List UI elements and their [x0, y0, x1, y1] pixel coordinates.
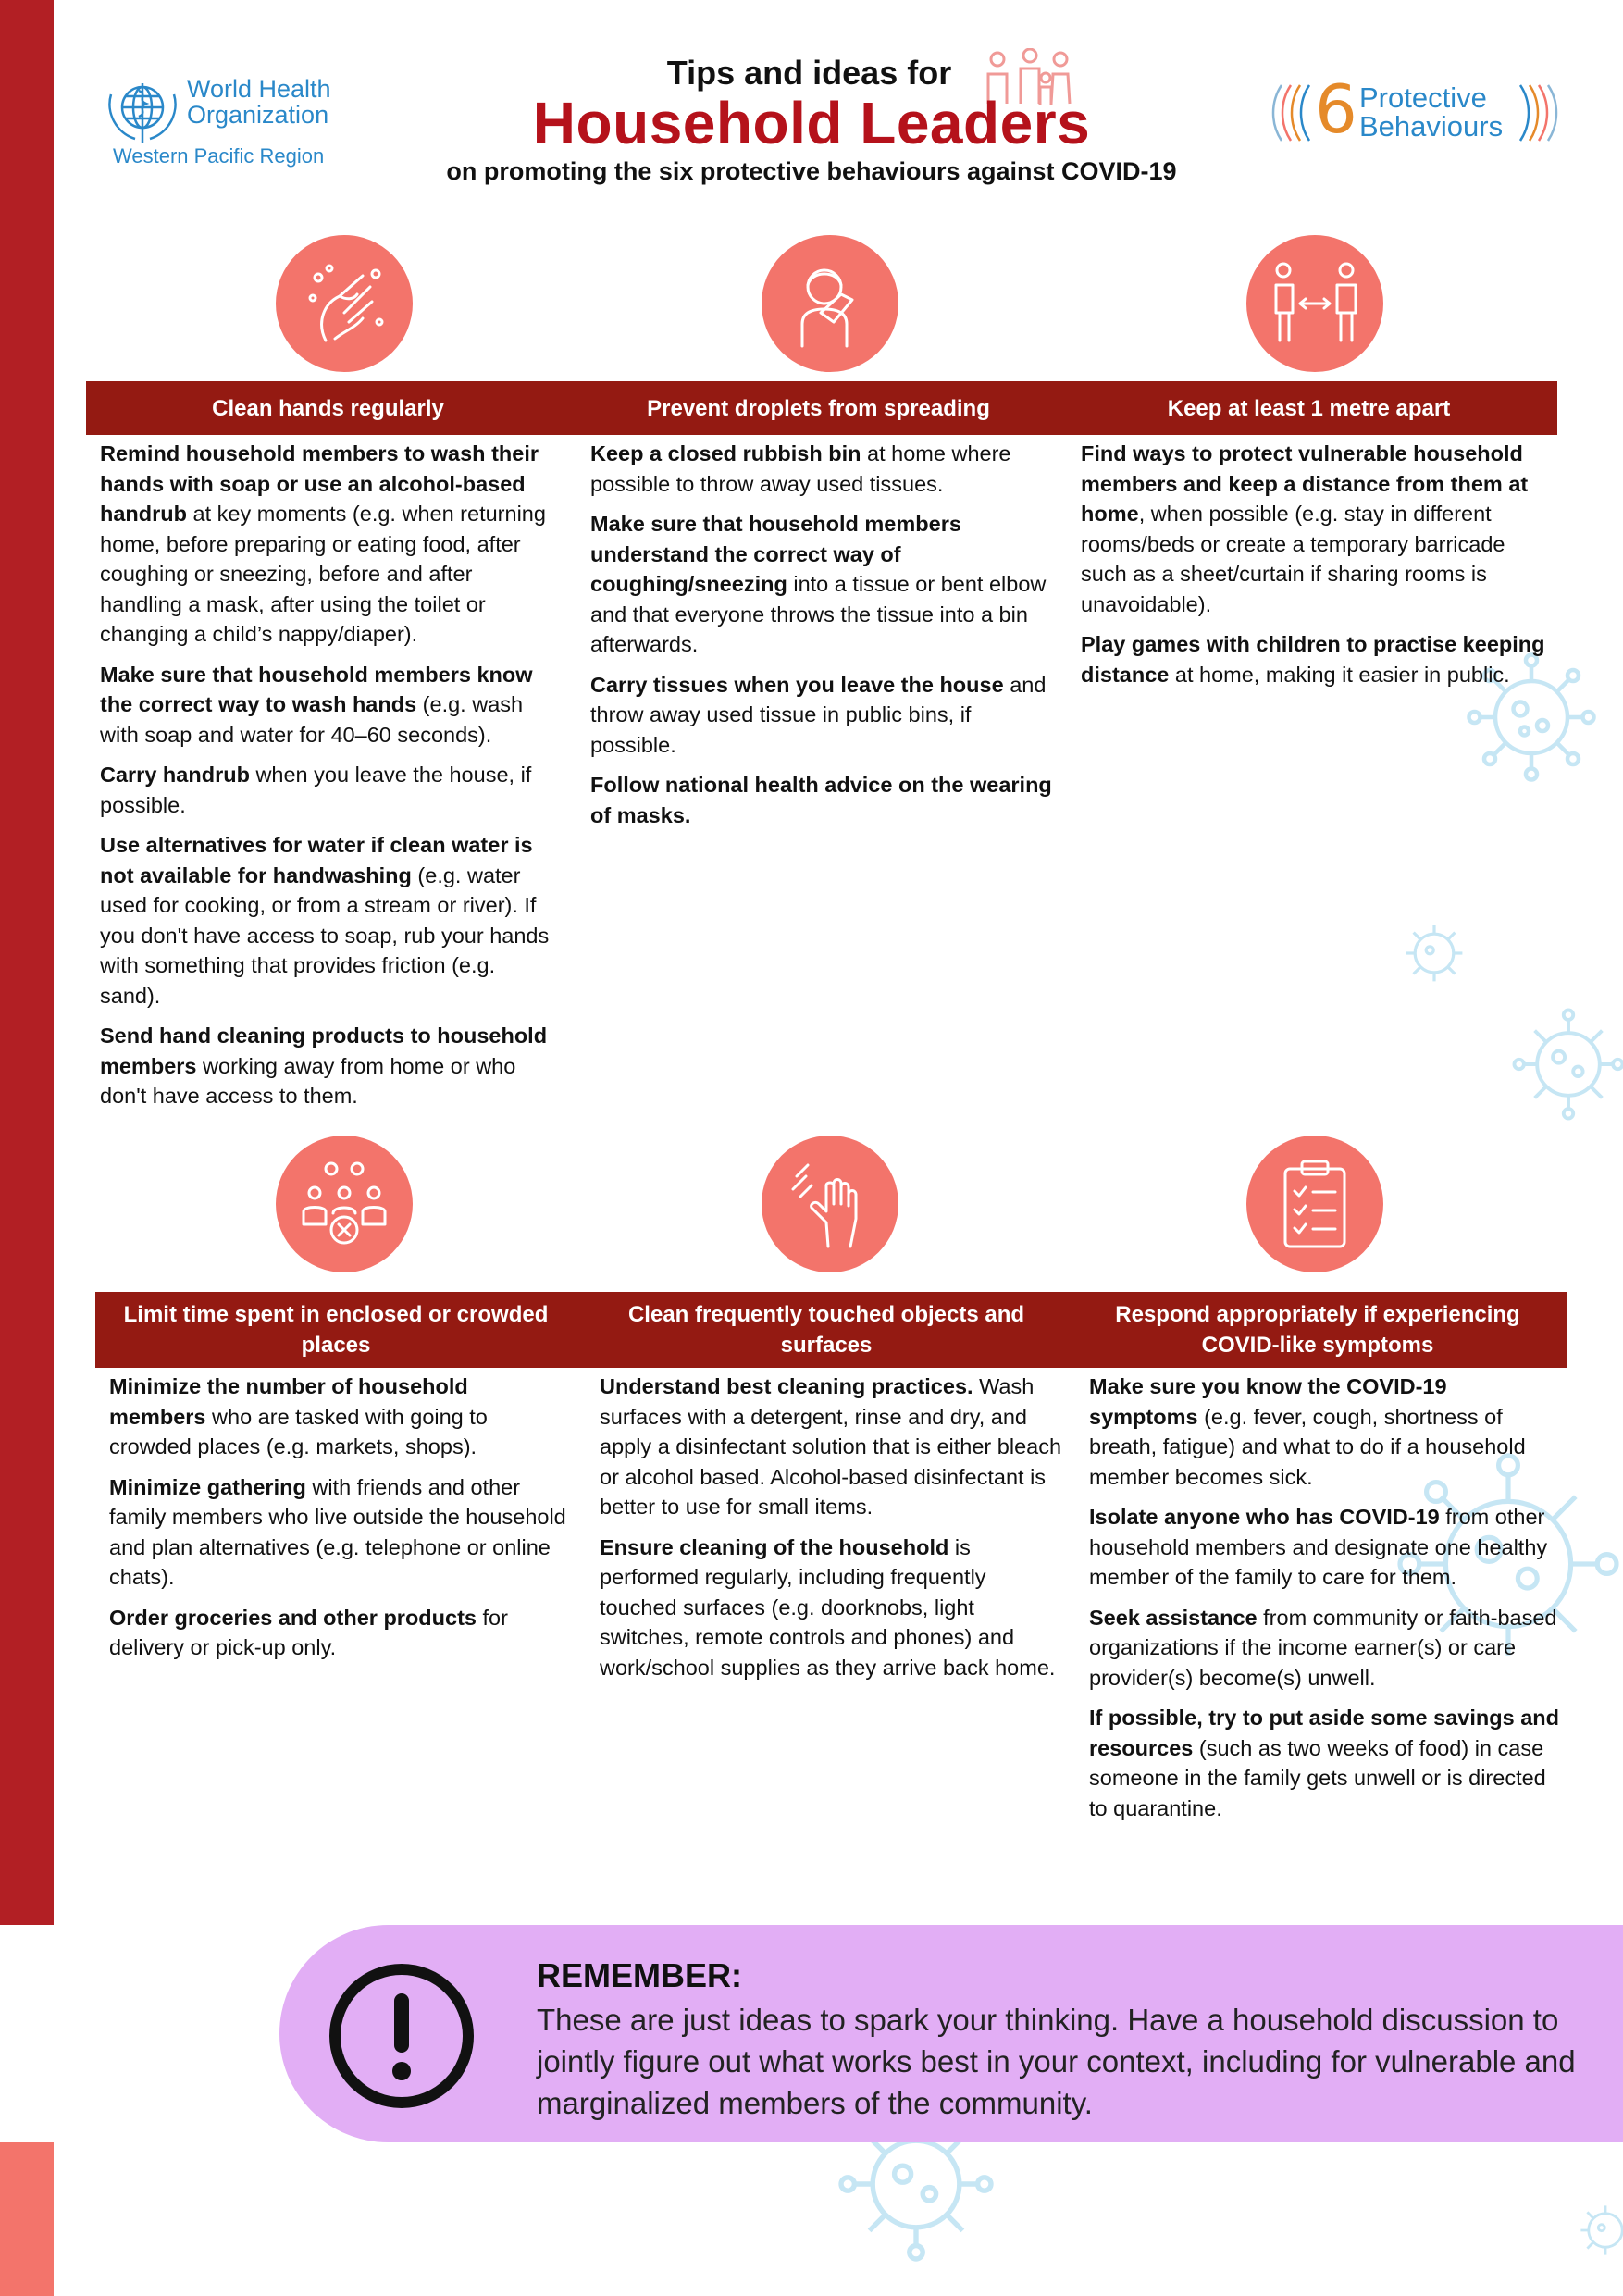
- section-5-paragraph: Ensure cleaning of the household is performed regularly, including frequently touched surfaces (e.g. doorknobs, light switches, remote controls and phones) and work/school supplies as they arrive back home.: [600, 1534, 1056, 1680]
- who-region: Western Pacific Region: [113, 144, 325, 168]
- protective-behaviours-logo: [1263, 70, 1578, 150]
- section-1-icon-circle: [276, 235, 413, 372]
- distance-icon: [1269, 257, 1361, 350]
- who-name-line2: Organization: [187, 101, 329, 129]
- cleaning-icon: [784, 1158, 876, 1250]
- section-2-paragraph: Make sure that household members understand the correct way of coughing/sneezing into a tissue or bent elbow and that everyone throws the tissue into a bin afterwards.: [590, 512, 1047, 656]
- remember-text: These are just ideas to spark your thinking. Have a household discussion to jointly figure out what works best in your context, including for vulnerable and marginalized members of the community.: [537, 2003, 1576, 2120]
- bottom-row-header-bar: [95, 1292, 1567, 1368]
- top-row-header-bar: [86, 381, 1557, 435]
- section-6-paragraph: Isolate anyone who has COVID-19 from other household members and designate one healthy member of the family to care for them.: [1089, 1505, 1548, 1589]
- section-4-heading: Limit time spent in enclosed or crowded places: [123, 1302, 549, 1358]
- protective-behaviours-number: 6: [1315, 70, 1357, 148]
- left-side-bar: [0, 0, 54, 1925]
- section-6-paragraph: If possible, try to put aside some savings and resources (such as two weeks of food) in case someone in the family gets unwell or is directed to quarantine.: [1089, 1706, 1559, 1820]
- protective-behaviours-text: [1359, 83, 1503, 141]
- section-6-paragraph: Make sure you know the COVID-19 symptoms (e.g. fever, cough, shortness of breath, fatigue) and what to do if a household member becomes sick.: [1089, 1374, 1526, 1489]
- section-1-paragraph: Make sure that household members know the correct way to wash hands (e.g. wash with soap and water for 40–60 seconds).: [100, 662, 533, 747]
- section-1-paragraph: Carry handrub when you leave the house, if possible.: [100, 763, 532, 817]
- crowd-icon: [298, 1158, 390, 1250]
- section-1-content: [100, 439, 558, 1122]
- title-small: Tips and ideas for: [666, 54, 952, 92]
- section-3-paragraph: Play games with children to practise keeping distance at home, making it easier in public.: [1081, 632, 1545, 687]
- section-4-icon-circle: [276, 1136, 413, 1272]
- protective-behaviours-line2: Behaviours: [1359, 110, 1504, 143]
- section-6-icon-circle: [1246, 1136, 1383, 1272]
- who-name-line1: World Health: [187, 75, 331, 103]
- sneeze-elbow-icon: [784, 257, 876, 350]
- section-5-paragraph: Understand best cleaning practices. Wash surfaces with a detergent, rinse and dry, and apply a disinfectant solution that is either bleach or alcohol based. Alcohol-based disinfectant is better to use for small items.: [600, 1374, 1062, 1519]
- section-3-content: [1081, 439, 1553, 700]
- section-5-content: [600, 1371, 1062, 1693]
- remember-title: REMEMBER:: [537, 1956, 742, 1994]
- section-3-heading: Keep at least 1 metre apart: [1167, 395, 1451, 421]
- section-2-icon-circle: [762, 235, 898, 372]
- handwash-icon: [298, 257, 390, 350]
- section-3-paragraph: Find ways to protect vulnerable household members and keep a distance from them at home, when possible (e.g. stay in different rooms/beds or create a temporary barricade such as a sheet/curtain if sharing rooms is unavoidable).: [1081, 441, 1529, 616]
- section-4-paragraph: Minimize gathering with friends and other family members who live outside the household and plan alternatives (e.g. telephone or online chats).: [109, 1474, 566, 1589]
- section-2-paragraph: Follow national health advice on the wearing of masks.: [590, 773, 1052, 827]
- section-5-icon-circle: [762, 1136, 898, 1272]
- protective-behaviours-line1: Protective: [1359, 81, 1487, 114]
- section-1-paragraph: Send hand cleaning products to household members working away from home or who don't have access to them.: [100, 1024, 548, 1108]
- section-1-heading: Clean hands regularly: [212, 395, 444, 421]
- section-2-content: [590, 439, 1053, 840]
- section-2-paragraph: Carry tissues when you leave the house and throw away used tissue in public bins, if possible.: [590, 672, 1047, 757]
- section-3-icon-circle: [1246, 235, 1383, 372]
- section-5-heading: Clean frequently touched objects and surfaces: [627, 1302, 1025, 1358]
- section-6-paragraph: Seek assistance from community or faith-based organizations if the income earner(s) or care provider(s) become(s) unwell.: [1089, 1605, 1557, 1690]
- section-6-content: [1089, 1371, 1561, 1833]
- section-2-heading: Prevent droplets from spreading: [647, 395, 990, 421]
- exclamation-icon: [328, 1962, 476, 2110]
- section-4-content: [109, 1371, 567, 1673]
- section-2-paragraph: Keep a closed rubbish bin at home where possible to throw away used tissues.: [590, 441, 1011, 496]
- title-big: Household Leaders: [532, 90, 1091, 156]
- subtitle: on promoting the six protective behaviours against COVID-19: [446, 157, 1177, 185]
- section-6-heading: Respond appropriately if experiencing COVID-like symptoms: [1115, 1302, 1520, 1358]
- section-4-paragraph: Minimize the number of household members who are tasked with going to crowded places (e.g. markets, shops).: [109, 1374, 488, 1458]
- remember-banner: [279, 1925, 1623, 2142]
- section-1-paragraph: Remind household members to wash their hands with soap or use an alcohol-based handrub at key moments (e.g. when returning home, before preparing or eating food, after coughing or sneezing, before and after handling a mask, after using the toilet or changing a child’s nappy/diaper).: [100, 441, 546, 646]
- virus-decoration-icon: [1508, 1004, 1623, 1124]
- left-side-bar-gap: [0, 1925, 54, 2142]
- section-4-paragraph: Order groceries and other products for delivery or pick-up only.: [109, 1605, 508, 1659]
- clipboard-icon: [1269, 1158, 1361, 1250]
- virus-decoration-icon: [1397, 916, 1471, 990]
- virus-decoration-icon: [1573, 2184, 1623, 2277]
- left-side-bar-accent: [0, 2142, 54, 2296]
- section-1-paragraph: Use alternatives for water if clean water is not available for handwashing (e.g. water used for cooking, or from a stream or river). If you don't have access to soap, rub your hands with something that provides friction (e.g. sand).: [100, 833, 550, 1008]
